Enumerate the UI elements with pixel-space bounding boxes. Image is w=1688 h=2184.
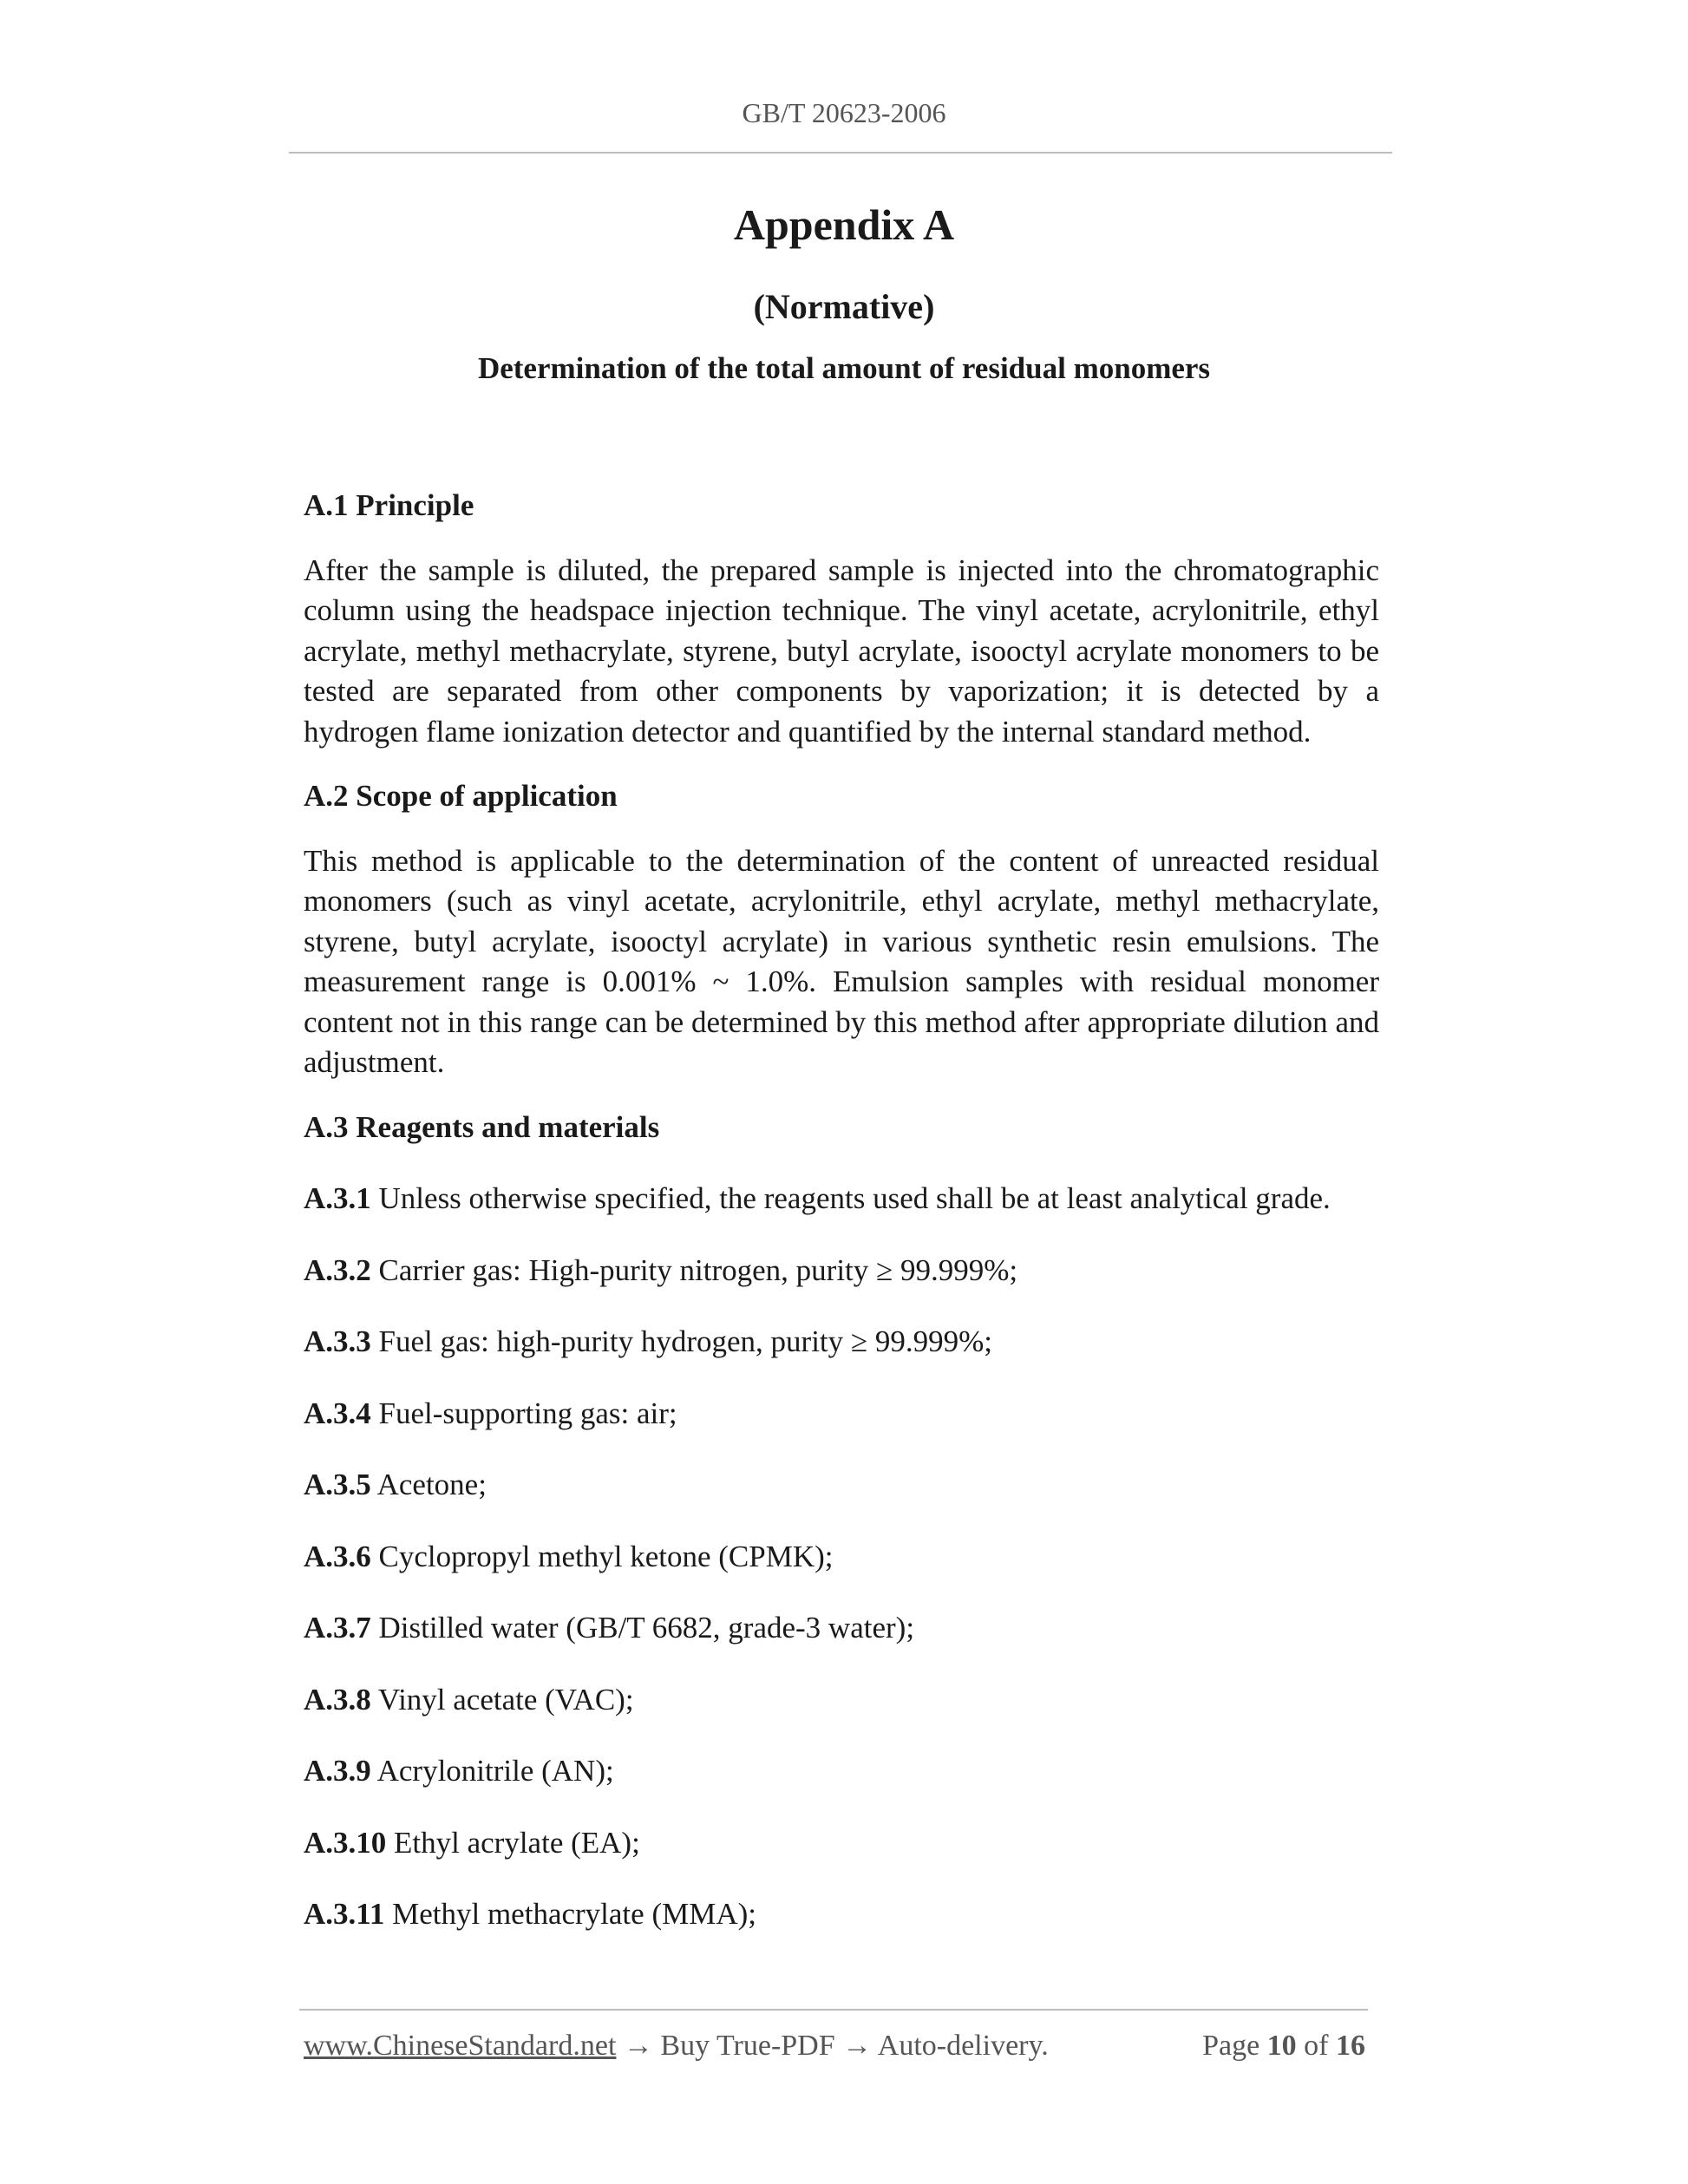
item-text: Carrier gas: High-purity nitrogen, purity ≥ 99.999%; [370,1252,1018,1287]
auto-delivery-text: Auto-delivery. [872,2030,1049,2062]
page-of-label: of [1304,2030,1329,2062]
appendix-title: Appendix A [733,200,955,249]
arrow-right-icon: → [623,2030,653,2062]
buy-pdf-text: Buy True-PDF [652,2030,843,2062]
item-number: A.3.7 [304,1611,371,1645]
item-text: Cyclopropyl methyl ketone (CPMK); [370,1539,834,1573]
item-text: Acrylonitrile (AN); [370,1754,614,1788]
section-text-a2: This method is applicable to the determination of the content of unreacted residual monomers (such as vinyl acetate, acrylonitrile, ethyl acrylate, methyl methacrylate, styrene, butyl acrylate, isooctyl acrylate) in various synthetic resin emulsions. The measurement range is 0.001% ~ 1.0%. Emulsion samples with residual monomer content not in this range can be determined by this method after appropriate dilution and adjustment. [304,843,1379,1079]
item-number: A.3.10 [304,1825,387,1860]
list-item [304,1465,1379,1506]
footer-promo [304,2030,1049,2063]
item-number: A.3.2 [304,1252,371,1287]
item-text: Acetone; [370,1468,487,1501]
section-heading-a3: A.3 Reagents and materials [304,1109,660,1144]
section-heading-a1: A.1 Principle [304,488,474,522]
footer-divider [299,2009,1368,2011]
page-label: Page [1202,2030,1260,2062]
total-pages-number: 16 [1336,2030,1365,2062]
item-text: Fuel gas: high-purity hydrogen, purity ≥ 99.999%; [370,1324,992,1358]
item-number: A.3.8 [304,1682,371,1716]
item-number: A.3.11 [304,1897,385,1931]
list-item [304,1894,1379,1935]
list-item [304,1751,1379,1792]
arrow-right-icon: → [842,2030,873,2062]
document-code-header: GB/T 20623-2006 [742,97,946,128]
item-text: Vinyl acetate (VAC); [370,1682,634,1716]
reagent-list [304,1179,1379,1935]
item-number: A.3.9 [304,1754,371,1788]
header-divider [289,152,1392,154]
list-item [304,1537,1379,1578]
item-number: A.3.4 [304,1396,371,1430]
item-number: A.3.1 [304,1181,371,1215]
list-item [304,1179,1379,1220]
list-item [304,1394,1379,1435]
section-text-a1: After the sample is diluted, the prepared sample is injected into the chromatographic column using the headspace injection technique. The vinyl acetate, acrylonitrile, ethyl acrylate, methyl methacrylate, styrene, butyl acrylate, isooctyl acrylate monomers to be tested are separated from other components by vaporization; it is detected by a hydrogen flame ionization detector and quantified by the internal standard method. [304,553,1379,749]
item-text: Methyl methacrylate (MMA); [384,1897,756,1931]
current-page-number: 10 [1266,2030,1297,2062]
section-heading-a2: A.2 Scope of application [304,779,618,813]
item-text: Distilled water (GB/T 6682, grade-3 water); [370,1611,915,1645]
page-indicator [1202,2030,1365,2063]
list-item [304,1251,1379,1291]
item-text: Fuel-supporting gas: air; [370,1396,677,1430]
list-item [304,1680,1379,1721]
item-number: A.3.3 [304,1324,371,1358]
appendix-subtitle: (Normative) [753,287,935,326]
item-number: A.3.5 [304,1468,371,1501]
website-link[interactable]: www.ChineseStandard.net [304,2030,617,2062]
appendix-topic: Determination of the total amount of residual monomers [477,351,1211,385]
document-body [304,486,1379,1935]
list-item [304,1608,1379,1649]
list-item [304,1322,1379,1363]
item-text: Ethyl acrylate (EA); [386,1825,640,1860]
list-item [304,1823,1379,1864]
item-number: A.3.6 [304,1539,371,1573]
item-text: Unless otherwise specified, the reagents used shall be at least analytical grade. [370,1181,1331,1215]
